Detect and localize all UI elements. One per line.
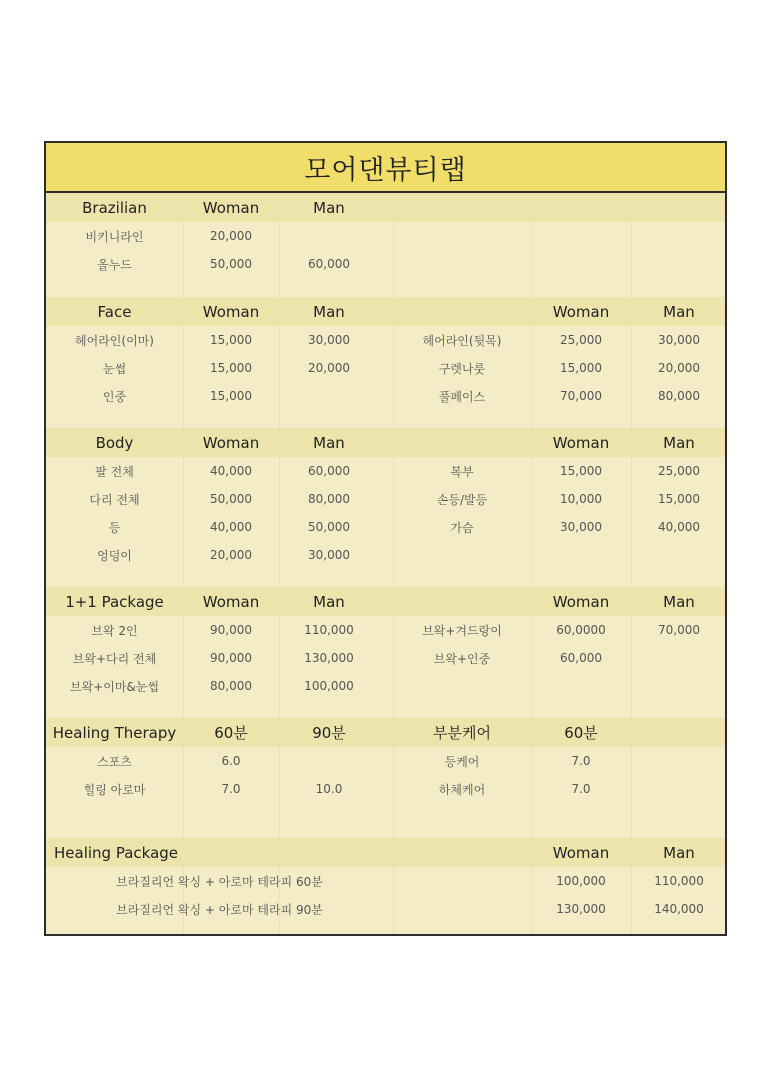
price: 50,000 [210, 492, 252, 506]
section-title: Healing Therapy [52, 723, 177, 742]
column-header [393, 587, 531, 616]
section-header [46, 718, 725, 747]
service-name: 헤어라인(뒷목) [422, 333, 502, 348]
column-header: Woman [552, 433, 610, 452]
table-row [46, 354, 725, 382]
section-header [46, 428, 725, 457]
column-header: Woman [552, 592, 610, 611]
column-header: Woman [202, 592, 260, 611]
column-header: Man [663, 433, 695, 452]
column-header: Woman [202, 198, 260, 217]
column-header [393, 428, 531, 457]
price: 100,000 [556, 874, 606, 888]
price: 40,000 [210, 520, 252, 534]
section-header [46, 587, 725, 616]
table-row [46, 485, 725, 513]
price: 30,000 [308, 333, 350, 347]
table-row [46, 326, 725, 354]
package-name: 브라질리언 왁싱 + 아로마 테라피 60분 [116, 874, 323, 889]
price: 30,000 [560, 520, 602, 534]
price: 60,0000 [556, 623, 606, 637]
price: 25,000 [658, 464, 700, 478]
column-header: 60분 [564, 724, 598, 742]
section-title: Face [97, 302, 132, 321]
price: 20,000 [308, 361, 350, 375]
price: 15,000 [560, 361, 602, 375]
price: 90,000 [210, 651, 252, 665]
table-row [46, 644, 725, 672]
section-face [46, 297, 725, 410]
price: 15,000 [210, 389, 252, 403]
column-header: 부분케어 [433, 724, 491, 742]
column-header: Woman [202, 302, 260, 321]
price: 7.0 [571, 754, 591, 768]
column-header [393, 297, 531, 326]
table-row [46, 457, 725, 485]
service-name: 가슴 [450, 520, 474, 535]
price: 30,000 [658, 333, 700, 347]
table-row [46, 222, 725, 250]
price: 90,000 [210, 623, 252, 637]
section-package [46, 587, 725, 700]
section-brazilian [46, 193, 725, 278]
price: 80,000 [658, 389, 700, 403]
service-name: 다리 전체 [89, 492, 140, 507]
price: 80,000 [210, 679, 252, 693]
column-header: Man [313, 302, 345, 321]
price: 70,000 [560, 389, 602, 403]
service-name: 힐링 아로마 [83, 782, 146, 797]
service-name: 손등/발등 [436, 492, 488, 507]
price: 100,000 [304, 679, 354, 693]
price: 70,000 [658, 623, 700, 637]
price: 10.0 [315, 782, 343, 796]
service-name: 풀페이스 [438, 389, 486, 404]
service-name: 팔 전체 [95, 464, 134, 479]
table-row [46, 541, 725, 569]
column-header: 60분 [214, 724, 248, 742]
price: 15,000 [560, 464, 602, 478]
price-sheet [44, 141, 727, 936]
price: 10,000 [560, 492, 602, 506]
price: 140,000 [654, 902, 704, 916]
price: 20,000 [658, 361, 700, 375]
service-name: 엉덩이 [97, 548, 132, 563]
service-name: 올누드 [97, 257, 132, 272]
column-header: Man [663, 843, 695, 862]
service-name: 등 [108, 520, 121, 535]
service-name: 눈썹 [102, 361, 127, 376]
column-header: Woman [202, 433, 260, 452]
service-name: 하체케어 [438, 782, 486, 797]
service-name: 비키니라인 [85, 229, 144, 244]
column-header: Man [663, 592, 695, 611]
service-name: 등케어 [444, 754, 480, 769]
price: 6.0 [221, 754, 241, 768]
price: 20,000 [210, 229, 252, 243]
price: 110,000 [304, 623, 354, 637]
service-name: 브왁+다리 전체 [72, 651, 157, 666]
section-title: Body [95, 433, 134, 452]
section-header [46, 193, 725, 222]
price: 15,000 [210, 333, 252, 347]
service-name: 인중 [102, 389, 127, 404]
table-row [46, 747, 725, 775]
service-name: 브왁+겨드랑이 [422, 623, 502, 638]
price: 110,000 [654, 874, 704, 888]
column-header: Woman [552, 302, 610, 321]
column-header: Man [663, 302, 695, 321]
price: 7.0 [571, 782, 591, 796]
price: 40,000 [210, 464, 252, 478]
price: 7.0 [221, 782, 241, 796]
service-name: 브왁 2인 [91, 623, 138, 638]
column-header: Man [313, 592, 345, 611]
price [279, 222, 379, 250]
table-row [46, 867, 725, 895]
price: 15,000 [210, 361, 252, 375]
price: 15,000 [658, 492, 700, 506]
table-row [46, 672, 725, 700]
price: 30,000 [308, 548, 350, 562]
price: 50,000 [308, 520, 350, 534]
table-row [46, 775, 725, 803]
price: 50,000 [210, 257, 252, 271]
section-title: Brazilian [82, 198, 147, 217]
package-name: 브라질리언 왁싱 + 아로마 테라피 90분 [116, 902, 323, 917]
section-header [46, 297, 725, 326]
price [279, 382, 379, 410]
service-name: 복부 [450, 464, 474, 479]
section-healing-package [46, 838, 725, 923]
page-title: 모어댄뷰티랩 [46, 143, 725, 193]
column-header: 90분 [312, 724, 346, 742]
column-header: Man [313, 198, 345, 217]
table-row [46, 250, 725, 278]
table-row [46, 513, 725, 541]
price: 60,000 [308, 257, 350, 271]
column-header: Man [313, 433, 345, 452]
section-title: 1+1 Package [65, 592, 164, 611]
price: 60,000 [308, 464, 350, 478]
table-row [46, 895, 725, 923]
column-header: Woman [552, 843, 610, 862]
service-name: 브왁+이마&눈썹 [70, 679, 159, 694]
service-name: 헤어라인(이마) [75, 333, 154, 348]
section-title: Healing Package [54, 843, 179, 862]
service-name: 스포츠 [97, 754, 132, 769]
table-row [46, 616, 725, 644]
price: 40,000 [658, 520, 700, 534]
section-header [46, 838, 725, 867]
price: 25,000 [560, 333, 602, 347]
price: 60,000 [560, 651, 602, 665]
price: 80,000 [308, 492, 350, 506]
section-body [46, 428, 725, 569]
price: 130,000 [556, 902, 606, 916]
price: 20,000 [210, 548, 252, 562]
price: 130,000 [304, 651, 354, 665]
table-row [46, 382, 725, 410]
service-name: 구렛나룻 [438, 361, 486, 376]
service-name: 브왁+인중 [433, 651, 491, 666]
section-therapy [46, 718, 725, 803]
